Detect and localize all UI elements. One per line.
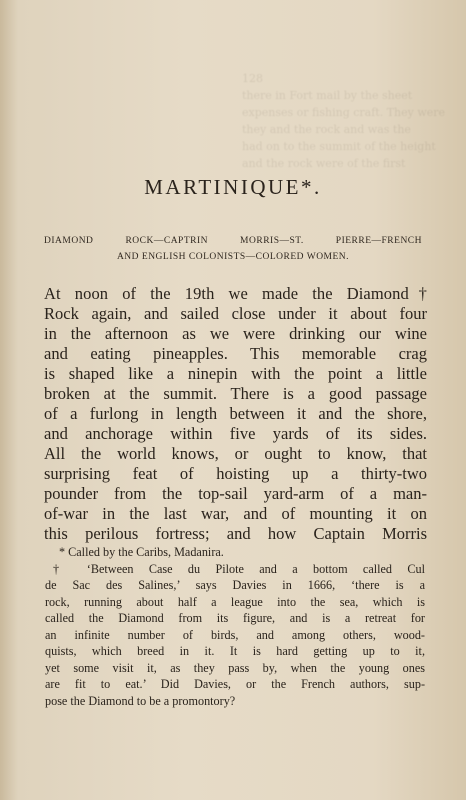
subtitle-line: DIAMOND ROCK—CAPTRIN MORRIS—ST. PIERRE—FRENCH <box>44 236 422 246</box>
body-line: this perilous fortress; and how Captain Morris <box>44 524 427 543</box>
show-through-text: 128 there in Fort mail by the sheet expenses or fishing craft. They were they and the rock and was the had on to the summit of the height and the rock were of the first <box>242 72 446 170</box>
body-text <box>44 284 427 544</box>
subtitle-line: AND ENGLISH COLONISTS—COLORED WOMEN. <box>116 252 350 262</box>
body-line: and eating pineapples. This memorable crag <box>44 344 427 363</box>
body-line: of-war in the last war, and of mounting it on <box>44 504 427 523</box>
footnote-line: are fit to eat.’ Did Davies, or the French authors, sup- <box>45 677 425 691</box>
body-line: Rock again, and sailed close under it about four <box>44 304 427 323</box>
footnote-line: pose the Diamond to be a promontory? <box>45 693 236 708</box>
footnote-line: yet some visit it, as they pass by, when the young ones <box>45 660 425 675</box>
body-line: surprising feat of hoisting up a thirty-two <box>44 464 427 483</box>
footnote-line: quists, which breed in it. It is hard getting up to it, <box>45 644 425 658</box>
body-line: All the world knows, or ought to know, that <box>44 444 427 463</box>
body-line: At noon of the 19th we made the Diamond† <box>44 284 427 303</box>
body-line: pounder from the top-sail yard-arm of a man- <box>44 484 427 503</box>
footnote-line: called the Diamond from its figure, and is a retreat for <box>45 611 425 625</box>
footnotes <box>45 544 425 709</box>
body-line: and anchorage within five yards of its sides. <box>44 424 427 443</box>
body-line: in the afternoon as we were drinking our wine <box>44 324 427 343</box>
chapter-subtitle <box>44 233 422 265</box>
body-line: is shaped like a ninepin with the point a little <box>44 364 427 383</box>
body-line: of a furlong in length between it and the shore, <box>44 404 427 423</box>
footnote-line: † ‘Between Case du Pilote and a bottom called Cul <box>53 561 425 576</box>
footnote-line: de Sac des Salines,’ says Davies in 1666, ‘there is a <box>45 578 425 592</box>
body-line: broken at the summit. There is a good passage <box>44 384 427 403</box>
chapter-heading: MARTINIQUE*. <box>144 175 322 199</box>
footnote-line: an infinite number of birds, and among others, wood- <box>45 627 425 642</box>
footnote-1: * Called by the Caribs, Madanira. <box>59 545 224 559</box>
footnote-line: rock, running about half a league into the sea, which is <box>45 594 425 609</box>
